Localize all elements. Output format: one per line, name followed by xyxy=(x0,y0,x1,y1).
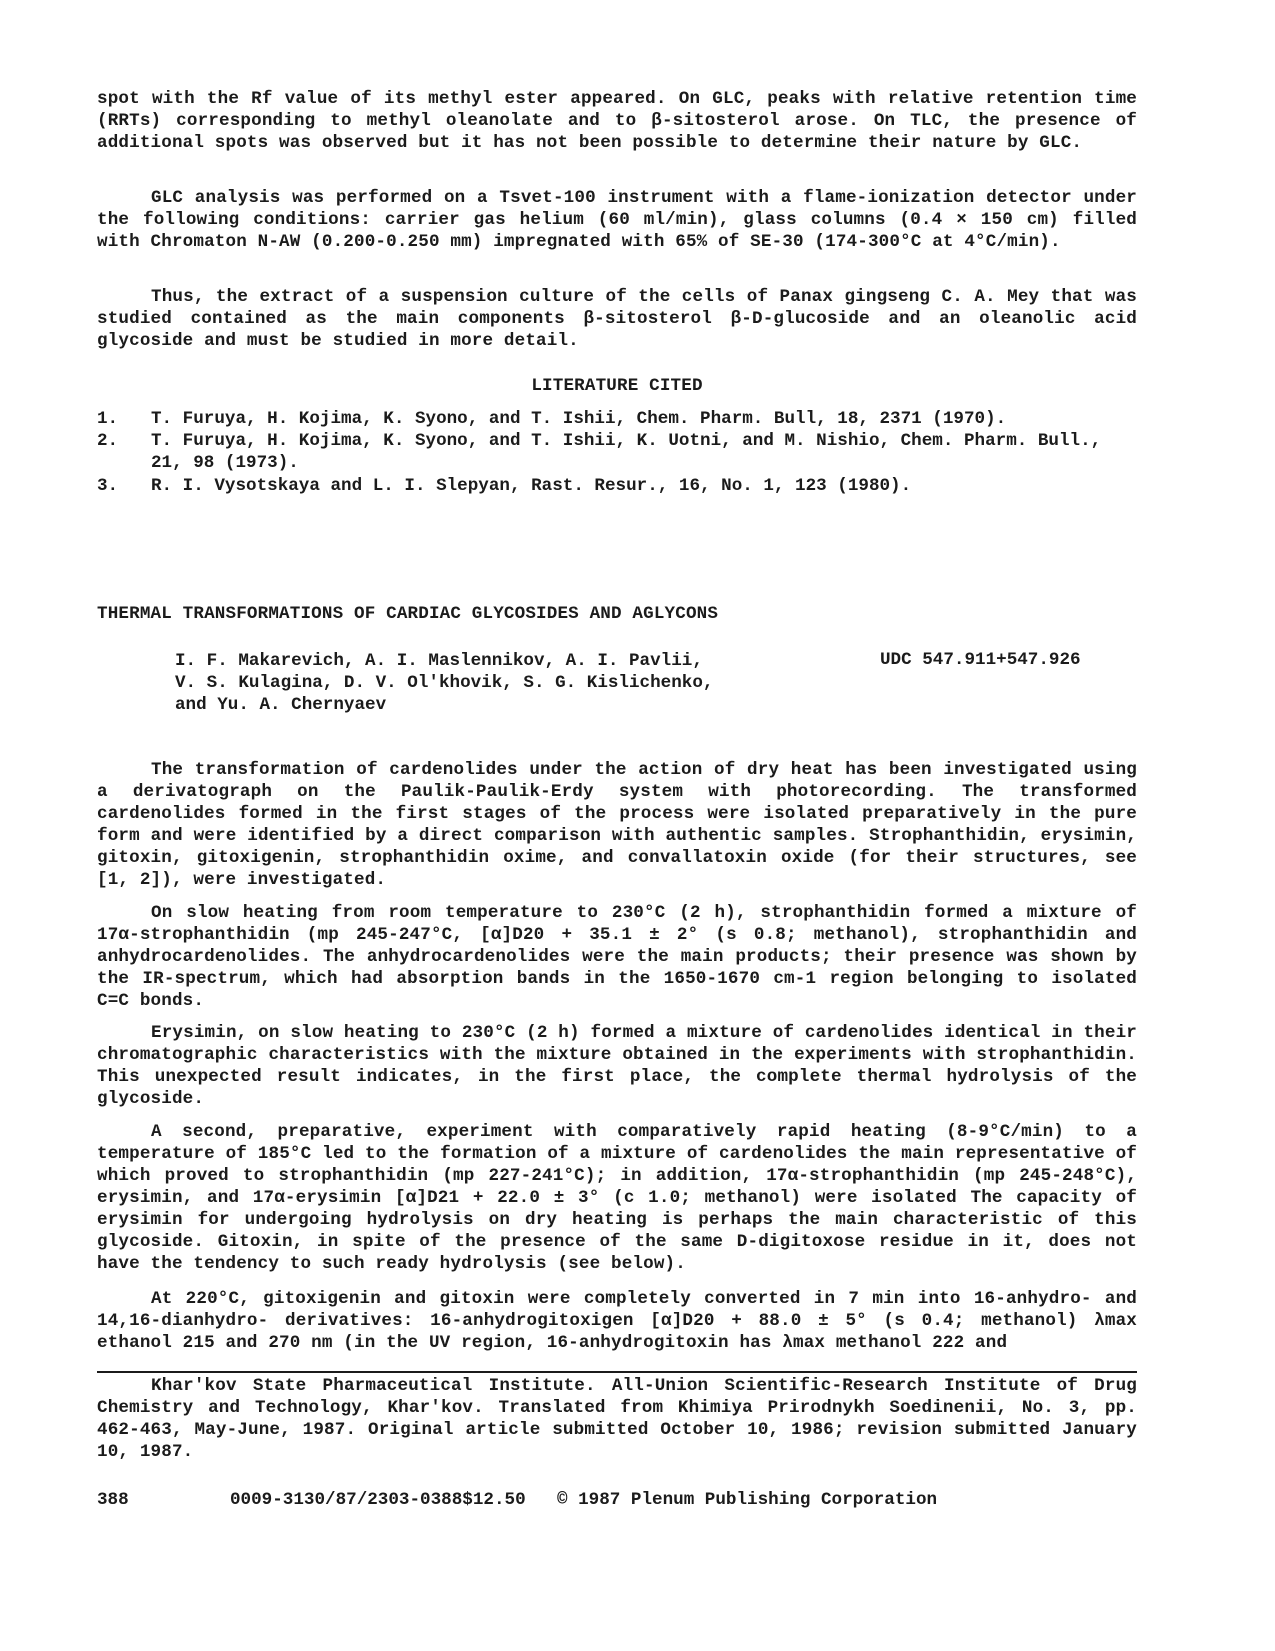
authors-line: I. F. Makarevich, A. I. Maslennikov, A. I. Pavlii, xyxy=(175,651,703,671)
footnote-divider xyxy=(97,1371,1137,1373)
article-authors xyxy=(175,650,795,716)
literature-heading: LITERATURE CITED xyxy=(531,376,703,396)
reference-text: T. Furuya, H. Kojima, K. Syono, and T. Ishii, Chem. Pharm. Bull, 18, 2371 (1970). xyxy=(151,409,1007,429)
reference-item xyxy=(97,475,1137,497)
reference-item xyxy=(97,430,1137,474)
reference-text: R. I. Vysotskaya and L. I. Slepyan, Rast. Resur., 16, No. 1, 123 (1980). xyxy=(151,476,912,496)
authors-line: and Yu. A. Chernyaev xyxy=(175,695,387,715)
footnote-affiliation: Khar'kov State Pharmaceutical Institute. All-Union Scientific-Research Institute of Drug Chemistry and Technology, Khar'kov. Translated from Khimiya Prirodnykh Soedinenii, No. 3, pp. 462-463, May-June, 1987. Original article submitted October 10, 1986; revision submitted January 10, 1987. xyxy=(97,1376,1137,1462)
reference-number: 2. xyxy=(97,431,119,451)
paragraph-glc-analysis: GLC analysis was performed on a Tsvet-100 instrument with a flame-ionization detector under the following conditions: carrier gas helium (60 ml/min), glass columns (0.4 × 150 cm) filled with Chromaton N-AW (0.200-0.250 mm) impregnated with 65% of SE-30 (174-300°C at 4°C/min). xyxy=(97,188,1137,252)
article-title: THERMAL TRANSFORMATIONS OF CARDIAC GLYCOSIDES AND AGLYCONS xyxy=(97,604,719,624)
article-code: 0009-3130/87/2303-0388$12.50 xyxy=(230,1490,526,1510)
paragraph-abstract: The transformation of cardenolides under the action of dry heat has been investigated using a derivatograph on the Paulik-Paulik-Erdy system with photorecording. The transformed cardenolides formed in the first stages of the process were isolated preparatively in the pure form and were identified by a direct comparison with authentic samples. Strophanthidin, erysimin, gitoxin, gitoxigenin, strophanthidin oxime, and convallatoxin oxide (for their structures, see [1, 2]), were investigated. xyxy=(97,760,1137,890)
paragraph-gitoxin: At 220°C, gitoxigenin and gitoxin were completely converted in 7 min into 16-anhydro- and 14,16-dianhydro- derivatives: 16-anhydrogitoxigen [α]D20 + 88.0 ± 5° (s 0.4; methanol) λmax ethanol 215 and 270 nm (in the UV region, 16-anhydrogitoxin has λmax methanol 222 and xyxy=(97,1289,1137,1353)
paragraph-strophanthidin: On slow heating from room temperature to 230°C (2 h), strophanthidin formed a mixture of 17α-strophanthidin (mp 245-247°C, [α]D20 + 35.1 ± 2° (s 0.8; methanol), strophanthidin and anhydrocardenolides. The anhydrocardenolides were the main products; their presence was shown by the IR-spectrum, which had absorption bands in the 1650-1670 cm-1 region belonging to isolated C=C bonds. xyxy=(97,903,1137,1011)
reference-item xyxy=(97,408,1137,430)
paragraph-rf-value: spot with the Rf value of its methyl ester appeared. On GLC, peaks with relative retention time (RRTs) corresponding to methyl oleanolate and to β-sitosterol arose. On TLC, the presence of additional spots was observed but it has not been possible to determine their nature by GLC. xyxy=(97,89,1137,153)
copyright-line: © 1987 Plenum Publishing Corporation xyxy=(557,1490,938,1510)
reference-number: 3. xyxy=(97,476,119,496)
paragraph-erysimin: Erysimin, on slow heating to 230°C (2 h) formed a mixture of cardenolides identical in their chromatographic characteristics with the mixture obtained in the experiments with strophanthidin. This unexpected result indicates, in the first place, the complete thermal hydrolysis of the glycoside. xyxy=(97,1023,1137,1109)
page-number: 388 xyxy=(97,1490,129,1510)
reference-text: T. Furuya, H. Kojima, K. Syono, and T. Ishii, K. Uotni, and M. Nishio, Chem. Pharm. Bull., 21, 98 (1973). xyxy=(151,431,1102,473)
authors-line: V. S. Kulagina, D. V. Ol'khovik, S. G. Kislichenko, xyxy=(175,673,714,693)
paragraph-preparative-experiment: A second, preparative, experiment with comparatively rapid heating (8-9°C/min) to a temperature of 185°C led to the formation of a mixture of cardenolides the main representative of which proved to strophanthidin (mp 227-241°C); in addition, 17α-strophanthidin (mp 245-248°C), erysimin, and 17α-erysimin [α]D21 + 22.0 ± 3° (c 1.0; methanol) were isolated The capacity of erysimin for undergoing hydrolysis on dry heating is perhaps the main characteristic of this glycoside. Gitoxin, in spite of the presence of the same D-digitoxose residue in it, does not have the tendency to such ready hydrolysis (see below). xyxy=(97,1122,1137,1274)
paragraph-conclusion: Thus, the extract of a suspension culture of the cells of Panax gingseng C. A. Mey that was studied contained as the main components β-sitosterol β-D-glucoside and an oleanolic acid glycoside and must be studied in more detail. xyxy=(97,287,1137,351)
udc-code: UDC 547.911+547.926 xyxy=(880,650,1081,670)
reference-number: 1. xyxy=(97,409,119,429)
